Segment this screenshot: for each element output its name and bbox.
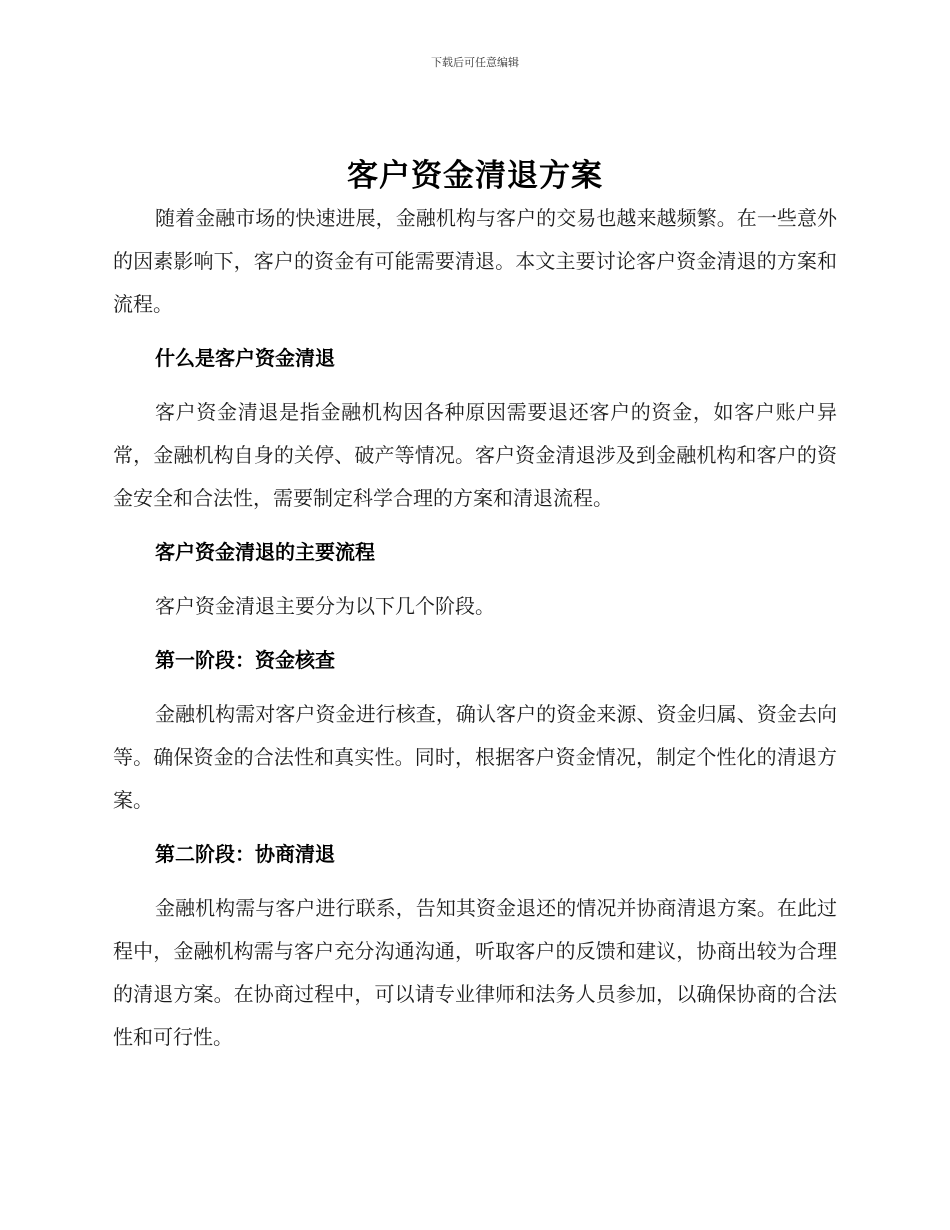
section-heading-stage-two: 第二阶段：协商清退 xyxy=(155,842,335,866)
section-heading-what-is: 什么是客户资金清退 xyxy=(155,346,335,370)
document-body xyxy=(113,197,837,1059)
paragraph-definition: 客户资金清退是指金融机构因各种原因需要退还客户的资金，如客户账户异常，金融机构自身的关停、破产等情况。客户资金清退涉及到金融机构和客户的资金安全和合法性，需要制定科学合理的方案和清退流程。 xyxy=(113,400,837,510)
header-note: 下载后可任意编辑 xyxy=(431,56,519,69)
paragraph-stages-intro: 客户资金清退主要分为以下几个阶段。 xyxy=(155,594,495,618)
paragraph-stage-one: 金融机构需对客户资金进行核查，确认客户的资金来源、资金归属、资金去向等。确保资金的合法性和真实性。同时，根据客户资金情况，制定个性化的清退方案。 xyxy=(113,702,837,812)
section-heading-stage-one: 第一阶段：资金核查 xyxy=(155,648,335,672)
document-title: 客户资金清退方案 xyxy=(347,158,603,194)
paragraph-stage-two: 金融机构需与客户进行联系，告知其资金退还的情况并协商清退方案。在此过程中，金融机构需与客户充分沟通沟通，听取客户的反馈和建议，协商出较为合理的清退方案。在协商过程中，可以请专业律师和法务人员参加，以确保协商的合法性和可行性。 xyxy=(113,896,837,1049)
intro-paragraph: 随着金融市场的快速进展，金融机构与客户的交易也越来越频繁。在一些意外的因素影响下，客户的资金有可能需要清退。本文主要讨论客户资金清退的方案和流程。 xyxy=(113,206,837,316)
section-heading-main-process: 客户资金清退的主要流程 xyxy=(155,540,375,564)
